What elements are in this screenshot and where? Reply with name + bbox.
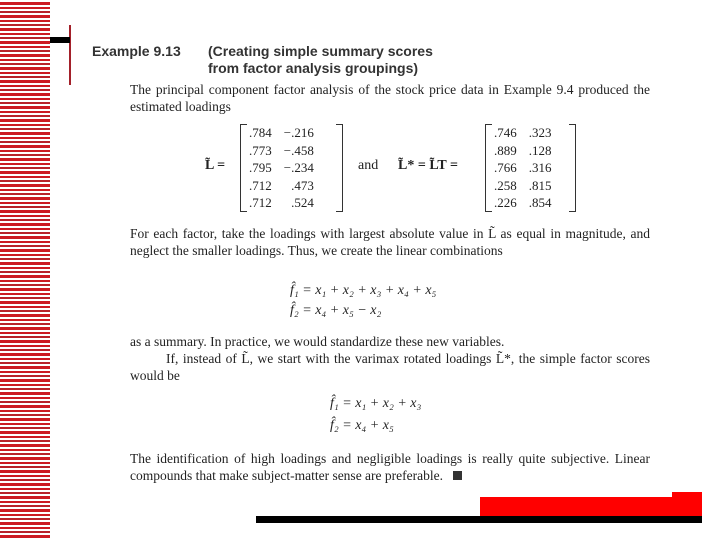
equation-f2: f̂₂ = x₄ + x₅ − x₂: [290, 303, 382, 318]
matrix-cell: .854: [528, 195, 552, 210]
matrix-cell: .795: [249, 160, 272, 175]
bracket-right: [336, 124, 343, 212]
paragraph-5-text: The identification of high loadings and negligible loadings is really quite subjective. Linear compounds that make subject-matter sense are preferable.: [130, 451, 650, 483]
matrix-cell: −.234: [283, 160, 314, 175]
Lstar-matrix: [488, 124, 558, 212]
decorative-stripes: [0, 0, 50, 540]
Lstar-label: L̃* = L̃T =: [398, 158, 458, 173]
matrix-cell: .712: [249, 177, 272, 193]
matrix-cell: .766: [494, 160, 517, 175]
example-number: Example 9.13: [92, 43, 181, 59]
paragraph-2: For each factor, take the loadings with largest absolute value in L̃ as equal in magnitude, and neglect the smaller loadings. Thus, we create the linear combinations: [130, 226, 650, 258]
matrix-cell: .815: [528, 177, 552, 193]
decorative-black-block: [50, 37, 70, 43]
matrix-row: [488, 142, 558, 160]
matrix-row: [488, 177, 558, 195]
example-title-2: from factor analysis groupings): [208, 60, 419, 76]
matrix-cell: .889: [494, 142, 517, 158]
intro-paragraph: The principal component factor analysis of the stock price data in Example 9.4 produced the estimated loadings: [130, 82, 650, 114]
matrix-row: [488, 124, 558, 142]
equation-f2-rotated: f̂₂ = x₄ + x₅: [330, 418, 394, 433]
matrix-row: [488, 194, 558, 212]
equation-f1-rotated: f̂₁ = x₁ + x₂ + x₃: [330, 396, 422, 411]
matrix-cell: .323: [528, 125, 552, 140]
matrix-cell: .784: [249, 125, 272, 140]
decorative-black-bar: [256, 516, 702, 523]
matrix-row: [243, 142, 320, 160]
decorative-vertical-line: [69, 25, 71, 85]
end-of-example-icon: [453, 471, 462, 480]
matrix-cell: .226: [494, 195, 517, 210]
example-title-1: (Creating simple summary scores: [208, 43, 433, 59]
matrix-row: [243, 124, 320, 142]
L-label: L̃ =: [205, 158, 226, 173]
paragraph-4: If, instead of L̃, we start with the varimax rotated loadings L̃*, the simple factor scores would be: [130, 351, 650, 383]
matrix-cell: −.216: [283, 125, 314, 140]
matrix-cell: .773: [249, 142, 272, 158]
matrix-cell: .128: [528, 142, 552, 158]
equation-f1: f̂₁ = x₁ + x₂ + x₃ + x₄ + x₅: [290, 283, 437, 298]
matrix-cell: .746: [494, 125, 517, 140]
matrix-cell: .473: [291, 177, 314, 193]
and-text: and: [358, 158, 379, 173]
matrix-row: [243, 159, 320, 177]
matrix-cell: .712: [249, 195, 272, 210]
decorative-red-bar: [480, 497, 702, 516]
bracket-right: [569, 124, 576, 212]
matrix-cell: .316: [528, 160, 552, 175]
decorative-red-block: [672, 492, 702, 516]
paragraph-3: as a summary. In practice, we would standardize these new variables.: [130, 334, 505, 349]
L-matrix: [243, 124, 320, 212]
matrix-row: [488, 159, 558, 177]
matrix-row: [243, 194, 320, 212]
matrix-cell: .524: [291, 195, 314, 210]
paragraph-5: [130, 450, 650, 484]
matrix-row: [243, 177, 320, 195]
matrix-cell: −.458: [283, 142, 314, 158]
example-heading: [92, 43, 433, 77]
matrix-cell: .258: [494, 177, 517, 193]
